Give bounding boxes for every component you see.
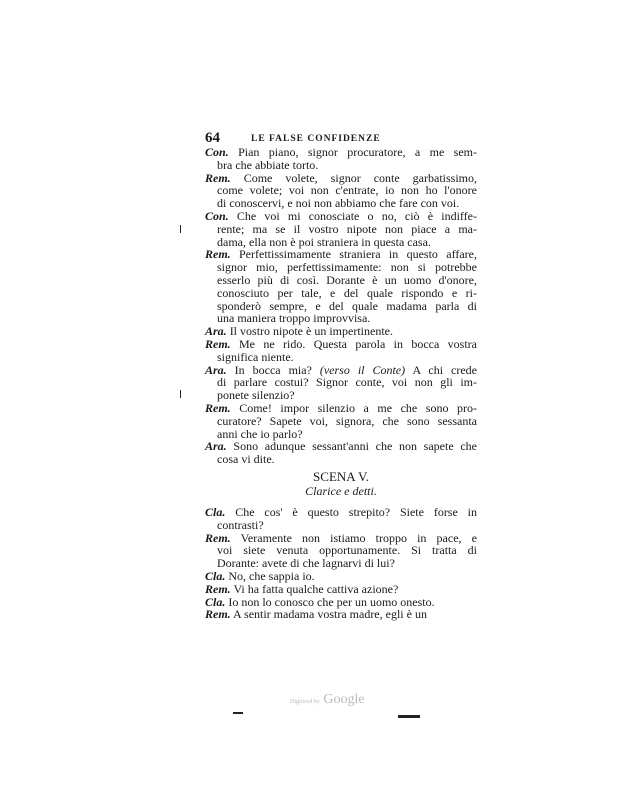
line-text: cosa vi dite. xyxy=(217,452,275,467)
page-number: 64 xyxy=(205,130,220,146)
speaker: Cla. xyxy=(205,594,226,609)
line-text: Sono adunque sessant'anni che non sapete che xyxy=(233,439,478,454)
speaker: Con. xyxy=(205,208,229,223)
line-text: No, che sappia io. xyxy=(228,568,315,583)
line-text: anni che io parlo? xyxy=(217,426,303,441)
line-text: Pian piano, signor procuratore, a me sem- xyxy=(238,145,478,159)
scan-speck xyxy=(180,390,181,398)
line-text: Veramente non istiamo troppo in pace, e xyxy=(240,530,477,545)
speaker: Rem. xyxy=(205,400,231,415)
dialogue-entry xyxy=(205,248,477,325)
speaker: Rem. xyxy=(205,170,231,185)
line-text: contrasti? xyxy=(217,517,264,532)
line-text: Come! impor silenzio a me che sono pro- xyxy=(239,400,477,415)
line-text: come volete; voi non c'entrate, io non ho l'onore xyxy=(217,183,477,198)
line-text: di conoscervi, e noi non abbiamo che fare con voi. xyxy=(217,196,460,211)
line-text: Io non lo conosco che per un uomo onesto. xyxy=(228,594,435,609)
scan-speck xyxy=(180,225,181,233)
speaker: Rem. xyxy=(205,247,231,262)
line-text: Che cos' è questo strepito? Siete forse in xyxy=(235,504,477,519)
page-text xyxy=(205,131,477,621)
line-text: Che voi mi conosciate o no, ciò è indiffe- xyxy=(236,208,478,223)
speaker: Rem. xyxy=(205,581,231,596)
page-header xyxy=(205,131,477,146)
line-text: dama, ella non è poi straniera in questa casa. xyxy=(217,234,431,249)
dialogue-entry xyxy=(205,364,477,402)
dialogue-entry xyxy=(205,402,477,440)
speaker: Ara. xyxy=(205,324,227,339)
speaker: Rem. xyxy=(205,607,231,622)
line-text: Vi ha fatta qualche cattiva azione? xyxy=(233,581,399,596)
scene-persons: Clarice e detti. xyxy=(305,483,377,498)
speaker: Con. xyxy=(205,145,229,159)
text-line: di parlare costui? Signor conte, voi non gli im- xyxy=(217,375,477,390)
speaker: Rem. xyxy=(205,336,231,351)
running-title: LE FALSE CONFIDENZE xyxy=(251,134,381,144)
speaker: Rem. xyxy=(205,530,231,545)
line-text: significa niente. xyxy=(217,349,294,364)
dialogue-entry xyxy=(205,146,477,172)
line-text: bra che abbiate torto. xyxy=(217,157,319,172)
line-text: conosciuto per tale, e del quale rispondo e ri- xyxy=(217,285,477,300)
line-text: voi siete venuta opportunamente. Si tratta di xyxy=(217,543,477,558)
line-text: curatore? Sapete voi, signora, che sono sessanta xyxy=(217,413,477,428)
line-text: signor mio, perfettissimamente: non si potrebbe xyxy=(217,260,477,275)
line-text: A sentir madama vostra madre, egli è un xyxy=(233,607,427,622)
text-line xyxy=(205,608,477,621)
line-text: Come volete, signor conte garbatissimo, xyxy=(243,170,478,185)
line-text: rente; ma se il vostro nipote non piace a ma- xyxy=(217,221,477,236)
line-text: una maniera troppo improvvisa. xyxy=(217,311,371,326)
speaker: Cla. xyxy=(205,504,226,519)
scan-speck xyxy=(233,712,243,714)
dialogue-entry xyxy=(205,440,477,466)
digitized-watermark: Digitized by Google xyxy=(290,692,365,707)
scan-speck xyxy=(398,715,420,718)
text-line: Ara. In bocca mia? (verso il Conte) A chi crede xyxy=(205,362,478,377)
dialogue-entry xyxy=(205,172,477,210)
line-text: esserlo più di così. Dorante è un uomo d'onore, xyxy=(217,272,477,287)
line-text: Perfettissimamente straniera in questo affare, xyxy=(239,247,477,262)
dialogue-entry xyxy=(205,338,477,364)
text-line xyxy=(205,453,477,466)
text-line: ponete silenzio? xyxy=(217,388,295,403)
dialogue-entry xyxy=(205,210,477,248)
dialogue-entry xyxy=(205,532,477,570)
dialogue-entry xyxy=(205,608,477,621)
scene-title: SCENA V. xyxy=(313,468,369,484)
stage-direction: (verso il Conte) xyxy=(319,362,406,377)
line-text: Il vostro nipote è un impertinente. xyxy=(229,324,393,339)
speaker: Ara. xyxy=(205,439,227,454)
line-text: Dorante: avete di che lagnarvi di lui? xyxy=(217,556,395,571)
line-text: sponderò sempre, e del quale madama parla di xyxy=(217,298,477,313)
line-text: Me ne rido. Questa parola in bocca vostra xyxy=(239,336,477,351)
dialogue-entry xyxy=(205,506,477,532)
speaker: Cla. xyxy=(205,568,226,583)
speaker: Ara. xyxy=(205,362,227,377)
